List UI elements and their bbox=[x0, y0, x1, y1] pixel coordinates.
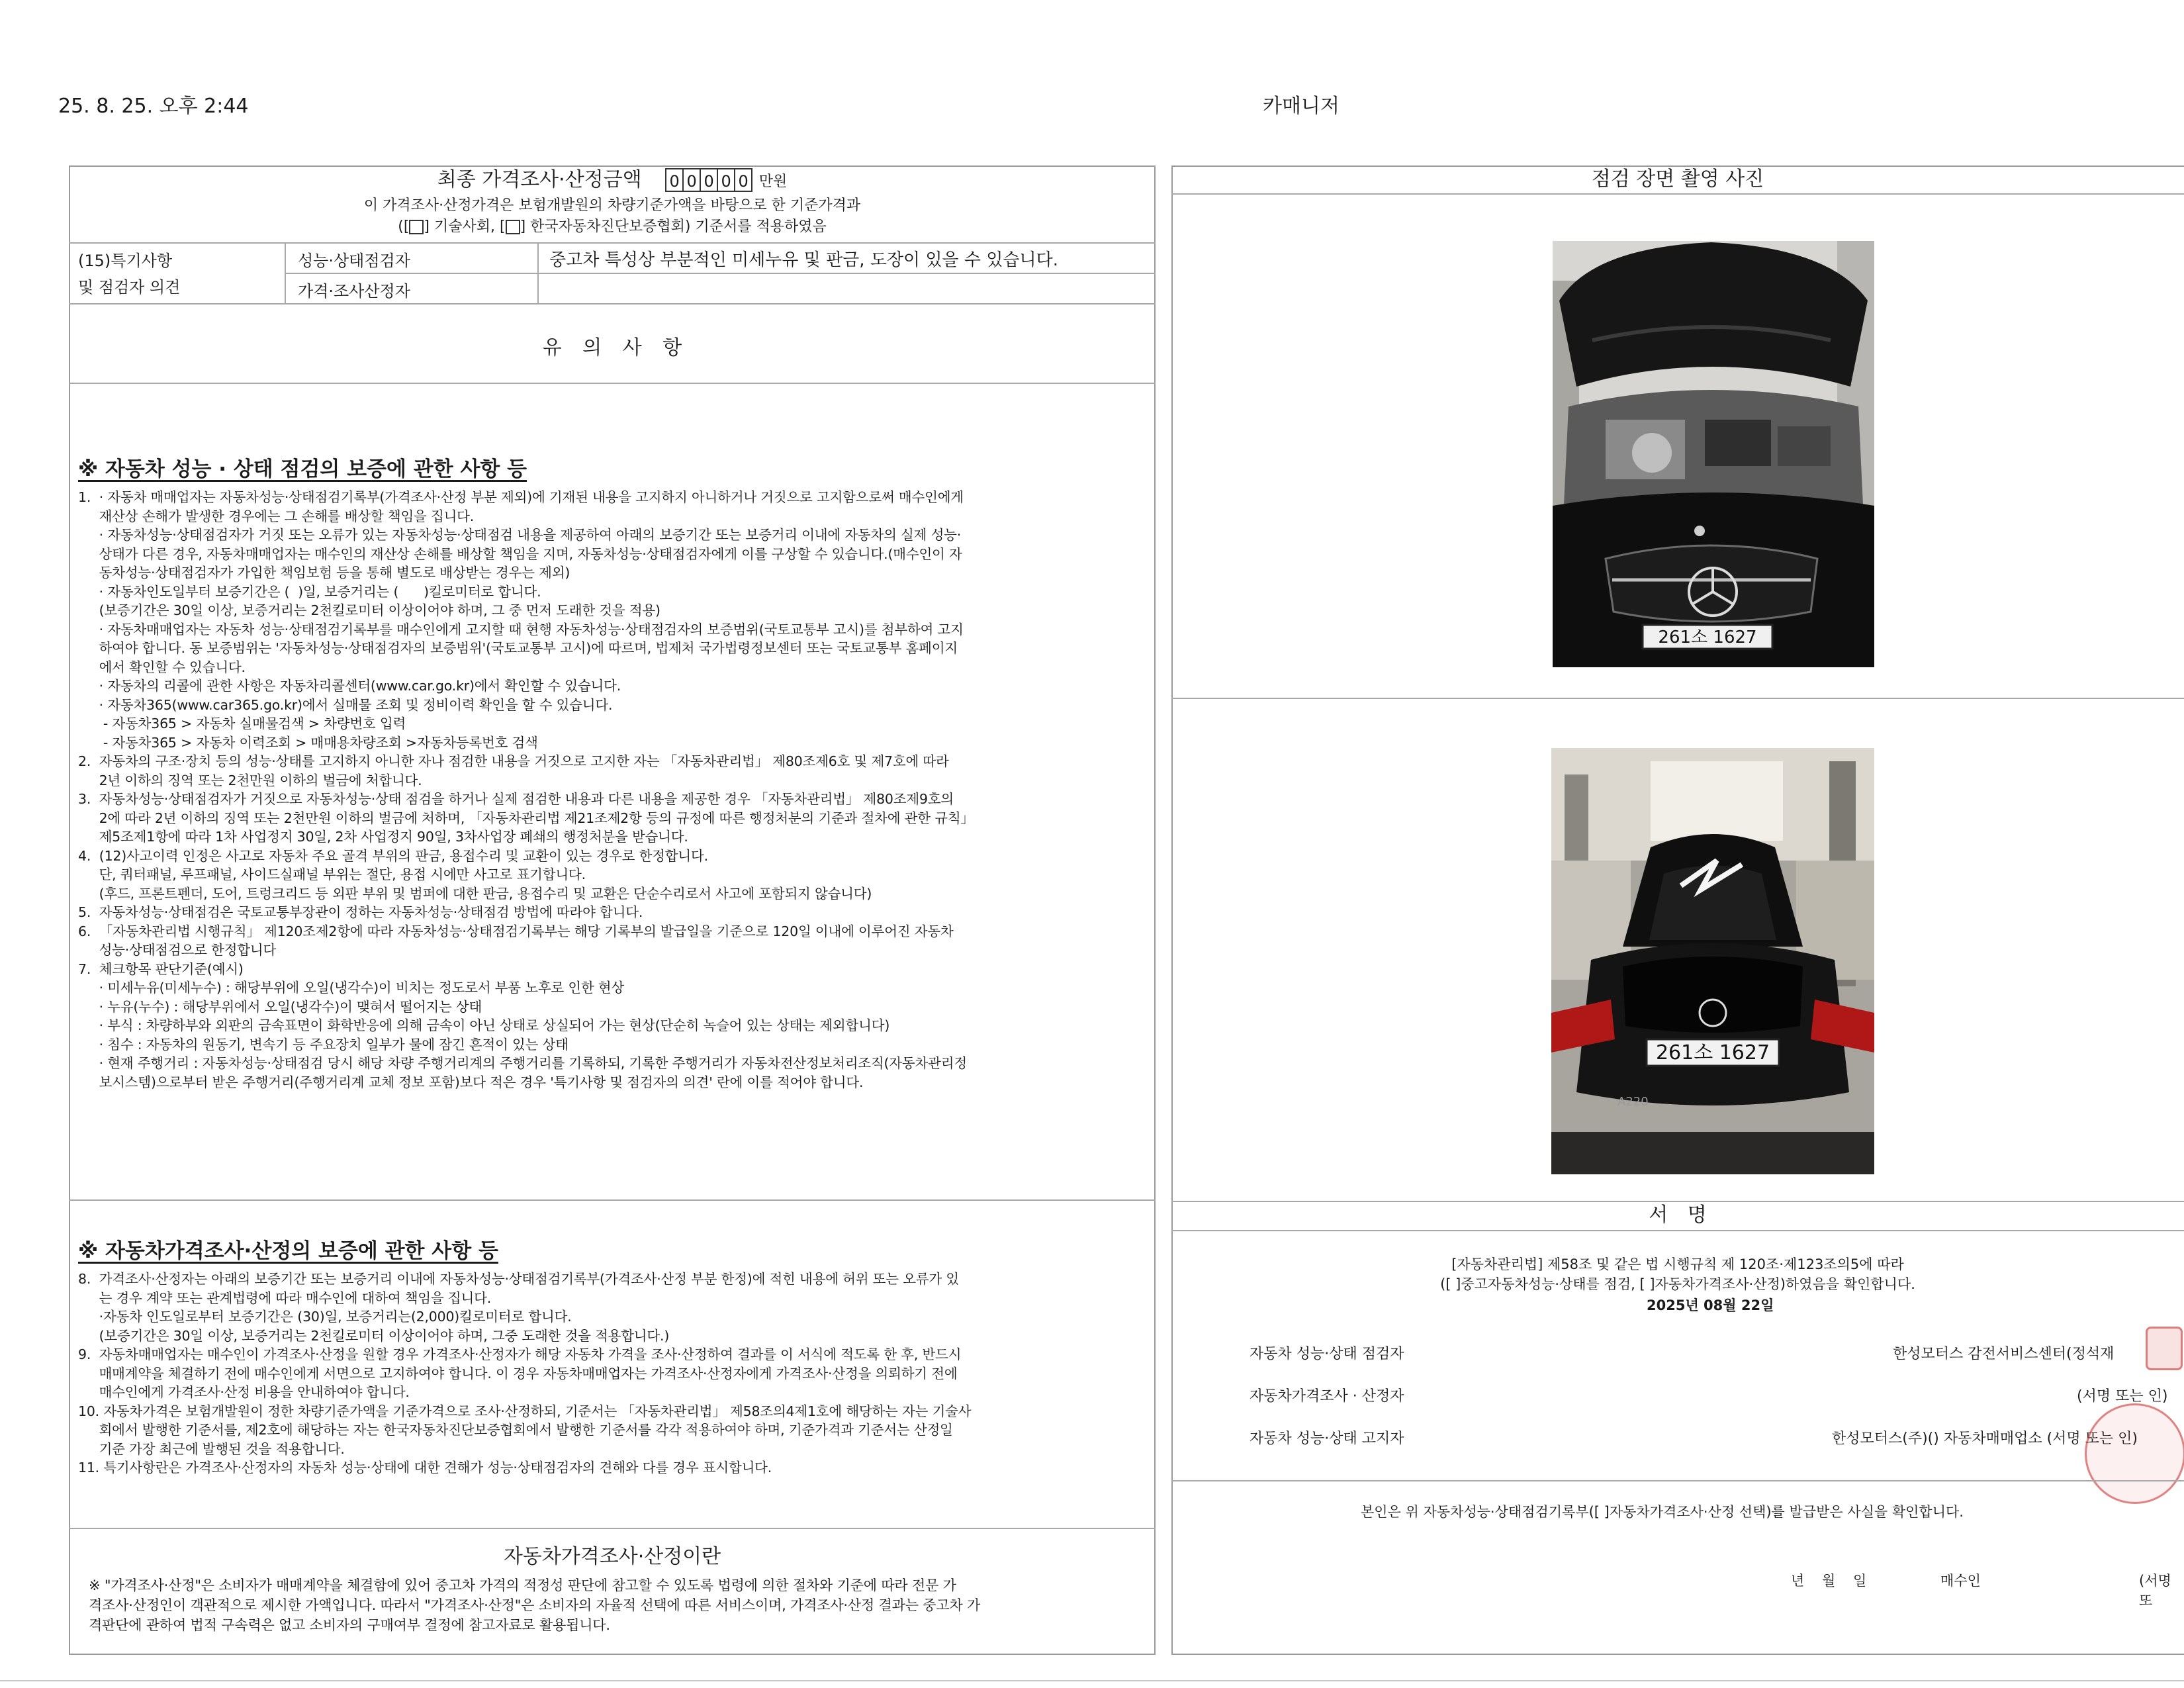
inspection-photo-front bbox=[1553, 241, 1874, 667]
price-digit: 0 bbox=[717, 168, 735, 192]
price-digit: 0 bbox=[665, 168, 684, 192]
section1-body bbox=[78, 488, 974, 1092]
print-datetime: 25. 8. 25. 오후 2:44 bbox=[58, 95, 249, 118]
section1-line: 1. · 자동차 매매업자는 자동차성능·상태점검기록부(가격조사·산정 부분 제외)에 기재된 내용을 고지하지 아니하거나 거짓으로 고지함으로써 매수인에게 bbox=[78, 489, 964, 505]
buyer-confirmation: 본인은 위 자동차성능·상태점검기록부([ ]자동차가격조사·산정 선택)를 발급받은 사실을 확인합니다. bbox=[1361, 1504, 1964, 1520]
section1-line: 동차성능·상태점검자가 가입한 책임보험 등을 통해 별도로 배상받는 경우는 제외) bbox=[78, 565, 570, 581]
price-digit: 0 bbox=[682, 168, 701, 192]
section1-line: (후드, 프론트펜더, 도어, 트렁크리드 등 외판 부위 및 범퍼에 대한 판금, 용접수리 및 교환은 단순수리로서 사고에 포함되지 않습니다) bbox=[78, 885, 872, 902]
section2-line: 9. 자동차매매업자는 매수인이 가격조사·산정을 원할 경우 가격조사·산정자가 해당 자동차 가격을 조사·산정하여 결과를 이 서식에 적도록 한 후, 반드시 bbox=[78, 1346, 962, 1362]
section2-line: 기준 가장 최근에 발행된 것을 적용합니다. bbox=[78, 1440, 345, 1457]
section1-line: (보증기간은 30일 이상, 보증거리는 2천킬로미터 이상이어야 하며, 그 중 먼저 도래한 것을 적용) bbox=[78, 602, 660, 618]
section1-line: 2에 따라 2년 이하의 징역 또는 2천만원 이하의 벌금에 처하며, 「자동차관리법 제21조제2항 등의 규정에 따른 행정처분의 기준과 절차에 관한 규칙」 bbox=[78, 810, 974, 826]
section2-line: 매수인에게 가격조사·산정 비용을 안내하여야 합니다. bbox=[78, 1384, 410, 1400]
price-line1: 이 가격조사·산정가격은 보험개발원의 차량기준가액을 바탕으로 한 기준가격과 bbox=[363, 197, 861, 214]
front-plate-text: 261소 1627 bbox=[1658, 628, 1757, 647]
section1-line: 7. 체크항목 판단기준(예시) bbox=[78, 961, 244, 977]
section1-line: · 침수 : 자동차의 원동기, 변속기 등 주요장치 일부가 물에 잠긴 흔적이 있는 상태 bbox=[78, 1036, 569, 1053]
section2-line: 10. 자동차가격은 보험개발원이 정한 차량기준가액을 기준가격으로 조사·산정하되, 기준서는 「자동차관리법」 제58조의4제1호에 해당하는 자는 기술사 bbox=[78, 1403, 972, 1419]
section2-line: ·자동차 인도일로부터 보증기간은 (30)일, 보증거리는(2,000)킬로미터로 합니다. bbox=[78, 1309, 572, 1325]
section1-line: - 자동차365 > 자동차 실매물검색 > 차량번호 입력 bbox=[78, 716, 406, 731]
inspection-date: 2025년 08월 22일 bbox=[1647, 1297, 1774, 1313]
section1-line: · 자동차매매업자는 자동차 성능·상태점검기록부를 매수인에게 고지할 때 현행 자동차성능·상태점검자의 보증범위(국토교통부 고시)를 첨부하여 고지 bbox=[78, 621, 964, 637]
sign-row-value-notifier: 한성모터스(주)() 자동차매매업소 (서명 또는 인) bbox=[1832, 1430, 2138, 1447]
section1-line: - 자동차365 > 자동차 이력조회 > 매매용차량조회 >자동차등록번호 검색 bbox=[78, 734, 538, 751]
section1-line: 하여야 합니다. 동 보증범위는 '자동차성능·상태점검자의 보증범위'(국토교통부 고시)에 따르며, 법제처 국가법령정보센터 또는 국토교통부 홈페이지 bbox=[78, 640, 958, 656]
rear-plate-text: 261소 1627 bbox=[1655, 1041, 1770, 1064]
section2-line: (보증기간은 30일 이상, 보증거리는 2천킬로미터 이상이어야 하며, 그중 도래한 것을 적용합니다.) bbox=[78, 1327, 670, 1344]
section1-line: 재산상 손해가 발생한 경우에는 그 손해를 배상할 책임을 집니다. bbox=[78, 508, 475, 524]
section1-line: 제5조제1항에 따라 1차 사업정지 30일, 2차 사업정지 90일, 3차사업장 폐쇄의 행정처분을 받습니다. bbox=[78, 829, 688, 845]
section2-line: 는 경우 계약 또는 관계법령에 따라 매수인에 대하여 책임을 집니다. bbox=[78, 1289, 492, 1306]
section2-line: 8. 가격조사·산정자는 아래의 보증기간 또는 보증거리 이내에 자동차성능·상태점검기록부(가격조사·산정 부분 한정)에 적힌 내용에 허위 또는 오류가 있 bbox=[78, 1271, 959, 1287]
car-front-image bbox=[1553, 241, 1874, 667]
section1-line: · 자동차인도일부터 보증기간은 ( )일, 보증거리는 ( )킬로미터로 합니다. bbox=[78, 583, 541, 600]
section1-line: 상태가 다른 경우, 자동차매매업자는 매수인의 재산상 손해를 배상할 책임을 지며, 자동차성능·상태점검자에게 이를 구상할 수 있습니다.(매수인이 자 bbox=[78, 545, 962, 562]
law-line-2: ([ ]중고자동차성능·상태를 점검, [ ]자동차가격조사·산정)하였음을 확인합니다. bbox=[1440, 1276, 1915, 1292]
section1-line: 보시스템)으로부터 받은 주행거리(주행거리계 교체 정보 포함)보다 적은 경우 '특기사항 및 점검자의 의견' 란에 이를 적어야 합니다. bbox=[78, 1074, 864, 1090]
notice-title: 유 의 사 항 bbox=[542, 336, 682, 359]
dealer-stamp bbox=[2085, 1403, 2184, 1504]
section1-line: 단, 쿼터패널, 루프패널, 사이드실패널 부위는 절단, 용접 시에만 사고로 표기합니다. bbox=[78, 867, 586, 882]
checkbox-engineers-assoc bbox=[409, 220, 424, 234]
inspection-photo-rear bbox=[1551, 748, 1874, 1174]
section1-line: · 자동차성능·상태점검자가 거짓 또는 오류가 있는 자동차성능·상태점검 내용을 제공하여 아래의 보증기간 또는 보증거리 이내에 자동차의 실제 성능· bbox=[78, 527, 962, 543]
pricing_def-line: 격조사·산정인이 객관적으로 제시한 가액입니다. 따라서 "가격조사·산정"은 소비자의 자율적 선택에 따른 서비스이며, 가격조사·산정 결과는 중고차 가 bbox=[89, 1597, 981, 1613]
section1-line: 성능·상태점검으로 한정합니다 bbox=[78, 942, 277, 958]
buyer-label: 매수인 bbox=[1940, 1573, 1981, 1589]
photos-title: 점검 장면 촬영 사진 bbox=[1591, 167, 1764, 191]
sign-row-value-inspector: 한성모터스 감전서비스센터(정석재 bbox=[1893, 1346, 2115, 1362]
price-digit: 0 bbox=[700, 168, 718, 192]
price-unit: 만원 bbox=[758, 173, 788, 190]
section1-line: 4. (12)사고이력 인정은 사고로 자동차 주요 골격 부위의 판금, 용접수리 및 교환이 있는 경우로 한정합니다. bbox=[78, 847, 708, 864]
inspector-role: 성능·상태점검자 bbox=[298, 252, 410, 270]
buyer-sign: (서명 또 bbox=[2139, 1573, 2171, 1609]
section1-line: · 현재 주행거리 : 자동차성능·상태점검 당시 해당 차량 주행거리계의 주행거리를 기록하되, 기록한 주행거리가 자동차전산정보처리조직(자동차관리정 bbox=[78, 1055, 967, 1071]
price-digit: 0 bbox=[734, 168, 752, 192]
section1-line: 6. 「자동차관리법 시행규칙」 제120조제2항에 따라 자동차성능·상태점검기록부는 해당 기록부의 발급일을 기준으로 120일 이내에 이루어진 자동차 bbox=[78, 923, 954, 939]
section2-line: 회에서 발행한 기준서를, 제2호에 해당하는 자는 한국자동차진단보증협회에서 발행한 기준서를 각각 적용하여야 하며, 기준가격과 기준서는 산정일 bbox=[78, 1422, 953, 1438]
section1-line: · 자동차의 리콜에 관한 사항은 자동차리콜센터(www.car.go.kr)에서 확인할 수 있습니다. bbox=[78, 678, 621, 694]
section1-title: ※ 자동차 성능 · 상태 점검의 보증에 관한 사항 등 bbox=[78, 457, 527, 481]
section2-line: 매매계약을 체결하기 전에 매수인에게 서면으로 고지하여야 합니다. 이 경우 자동차매매업자는 가격조사·산정자에게 가격조사·산정을 의뢰하기 전에 bbox=[78, 1365, 958, 1382]
sign-row-value-appraiser: (서명 또는 인) bbox=[2077, 1388, 2168, 1405]
sign-row-role-inspector: 자동차 성능·상태 점검자 bbox=[1250, 1346, 1404, 1362]
price-title: 최종 가격조사·산정금액 bbox=[437, 168, 642, 191]
confirm-date-blank: 년 월 일 bbox=[1791, 1573, 1867, 1589]
remarks-label-1: (15)특기사항 bbox=[78, 252, 173, 270]
signature-title: 서 명 bbox=[1649, 1203, 1707, 1227]
section2-title: ※ 자동차가격조사·산정의 보증에 관한 사항 등 bbox=[78, 1239, 498, 1263]
section1-line: · 누유(누수) : 해당부위에서 오일(냉각수)이 맺혀서 떨어지는 상태 bbox=[78, 998, 482, 1015]
appraiser-role: 가격·조사산정자 bbox=[298, 282, 410, 301]
checkbox-diagnosis-assoc bbox=[506, 220, 520, 234]
law-line-1: [자동차관리법] 제58조 및 같은 법 시행규칙 제 120조·제123조의5에 따라 bbox=[1451, 1256, 1904, 1272]
pricing_def-line: 격판단에 관하여 법적 구속력은 없고 소비자의 구매여부 결정에 참고자료로 활용됩니다. bbox=[89, 1617, 610, 1633]
sign-row-role-appraiser: 자동차가격조사 · 산정자 bbox=[1250, 1388, 1404, 1405]
section1-line: · 부식 : 차량하부와 외판의 금속표면이 화학반응에 의해 금속이 아닌 상태로 상실되어 가는 현상(단순히 녹슬어 있는 상태는 제외합니다) bbox=[78, 1017, 890, 1033]
section1-line: 3. 자동차성능·상태점검자가 거짓으로 자동차성능·상태 점검을 하거나 실제 점검한 내용과 다른 내용을 제공한 경우 「자동차관리법」 제80조제9호의 bbox=[78, 791, 954, 807]
pricing-def-body bbox=[89, 1575, 980, 1635]
section1-line: · 자동차365(www.car365.go.kr)에서 실매물 조회 및 정비이력 확인을 할 수 있습니다. bbox=[78, 696, 613, 713]
car-rear-image bbox=[1551, 748, 1874, 1174]
price-header bbox=[69, 167, 1156, 238]
section2-body bbox=[78, 1270, 971, 1477]
pricing-def-title: 자동차가격조사·산정이란 bbox=[503, 1545, 721, 1568]
remarks-label-2: 및 점검자 의견 bbox=[78, 278, 181, 297]
section1-line: 2년 이하의 징역 또는 2천만원 이하의 벌금에 처합니다. bbox=[78, 772, 422, 788]
price-line2: ([ ] 기술사회, [ ] 한국자동차진단보증협회) 기준서를 적용하였음 bbox=[398, 218, 827, 235]
model-badge: A220 bbox=[1617, 1095, 1649, 1109]
section1-line: · 미세누유(미세누수) : 해당부위에 오일(냉각수)이 비치는 정도로서 부품 노후로 인한 현상 bbox=[78, 980, 625, 996]
section1-line: 에서 확인할 수 있습니다. bbox=[78, 659, 246, 675]
pricing_def-line: ※ "가격조사·산정"은 소비자가 매매계약을 체결함에 있어 중고차 가격의 적정성 판단에 참고할 수 있도록 법령에 의한 절차와 기준에 따라 전문 가 bbox=[89, 1577, 956, 1593]
inspector-opinion: 중고차 특성상 부분적인 미세누유 및 판금, 도장이 있을 수 있습니다. bbox=[549, 250, 1059, 270]
site-name: 카매니저 bbox=[1263, 95, 1340, 118]
sign-row-role-notifier: 자동차 성능·상태 고지자 bbox=[1250, 1430, 1404, 1447]
section1-line: 2. 자동차의 구조·장치 등의 성능·상태를 고지하지 아니한 자나 점검한 내용을 거짓으로 고지한 자는 「자동차관리법」 제80조제6호 및 제7호에 따라 bbox=[78, 753, 949, 769]
section1-line: 5. 자동차성능·상태점검은 국토교통부장관이 정하는 자동차성능·상태점검 방법에 따라야 합니다. bbox=[78, 904, 643, 920]
company-seal bbox=[2146, 1327, 2183, 1370]
section2-line: 11. 특기사항란은 가격조사·산정자의 자동차 성능·상태에 대한 견해가 성능·상태점검자의 견해와 다를 경우 표시합니다. bbox=[78, 1460, 772, 1476]
price-digit-boxes bbox=[666, 167, 752, 194]
